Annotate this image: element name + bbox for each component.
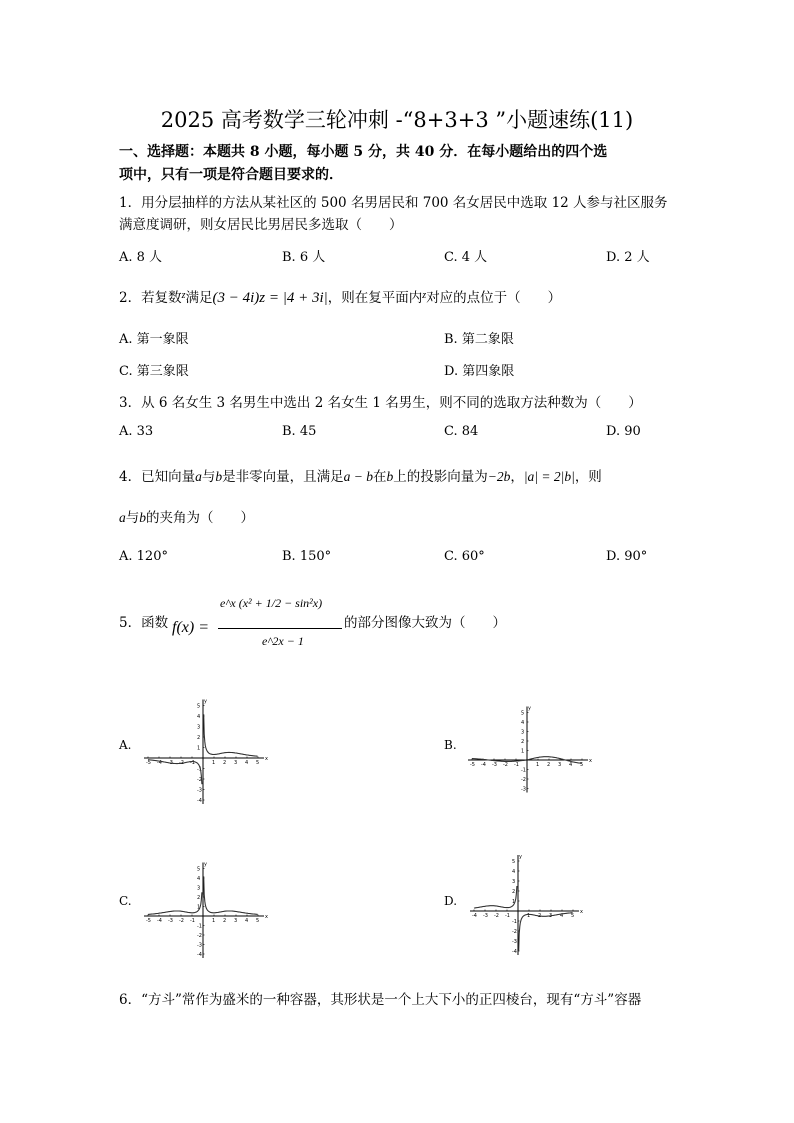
y-tick-label: 2 [197,895,201,901]
y-tick-label: -2 [197,933,202,939]
y-tick-label: -4 [197,952,202,958]
y-tick-label: 2 [521,739,525,745]
x-tick-label: -2 [503,762,508,768]
q5-post: 的部分图像大致为（ ） [344,615,506,631]
x-tick-label: 4 [560,913,564,919]
q4-on: 在 [372,469,387,485]
q4-option-c: C. 60° [444,549,485,564]
q2-option-d: D. 第四象限 [444,364,515,379]
y-tick-label: 5 [512,859,516,865]
q4-mid1: 是非零向量，且满足 [222,469,344,485]
x-tick-label: -5 [146,918,151,924]
y-tick-label: -2 [512,929,517,935]
q5-label-a: A. [119,738,132,752]
y-tick-label: -1 [197,923,202,930]
x-tick-label: 4 [569,762,573,768]
x-tick-label: -4 [157,760,162,766]
q2-post: 对应的点位于（ ） [426,290,562,306]
x-tick-label: 1 [527,913,531,919]
x-tick-label: 5 [571,913,575,919]
q3-option-c: C. 84 [444,424,479,439]
x-axis-label: x [580,909,583,915]
q2-equation: (3 − 4i)z = |4 + 3i| [212,290,328,306]
q4-vec-a-2: a [119,510,126,525]
y-axis-label: y [204,861,207,868]
x-tick-label: -4 [472,913,477,919]
q2-mid2: ，则在复平面内 [327,290,423,306]
q1-option-c: C. 4 人 [444,250,488,265]
y-tick-label: -4 [512,949,517,955]
q2-option-a: A. 第一象限 [119,332,189,347]
x-tick-label: -1 [190,760,195,766]
x-tick-label: -1 [190,918,195,924]
x-tick-label: -2 [179,760,184,766]
x-tick-label: 5 [580,762,584,768]
curve [474,886,573,951]
x-tick-label: 2 [538,913,542,919]
x-tick-label: 3 [234,918,238,924]
y-tick-label: 4 [521,720,525,726]
q4-option-b: B. 150° [282,549,332,564]
y-tick-label: 1 [197,904,201,911]
y-axis-label: y [204,698,207,705]
x-tick-label: -2 [494,913,499,919]
x-axis-label: x [265,914,268,920]
q2-mid1: 满足 [185,290,213,306]
q4-pre: 4．已知向量 [119,469,196,485]
y-tick-label: 2 [197,735,201,741]
q1-option-d: D. 2 人 [606,250,650,265]
q4-condition: |a| = 2|b| [523,469,575,484]
y-tick-label: 4 [197,876,201,882]
y-tick-label: -3 [521,786,526,793]
q3-option-b: B. 45 [282,424,317,439]
q4-vec-b-3: b [139,510,146,525]
y-tick-label: 3 [512,879,516,885]
x-tick-label: 3 [549,913,553,919]
q4-option-d: D. 90° [606,549,648,564]
y-tick-label: 3 [197,885,201,892]
q4-vec-b-2: b [386,469,394,484]
y-tick-label: 1 [512,899,516,905]
q1-line1: 1．用分层抽样的方法从某社区的 500 名男居民和 700 名女居民中选取 12 人参与社区服务 [119,195,668,211]
y-tick-label: 3 [197,724,201,731]
q5-fx: f(x) = [172,619,209,636]
y-tick-label: 1 [197,745,201,752]
graph-c [140,832,270,967]
y-tick-label: -4 [197,798,202,804]
q5-denominator: e^2x − 1 [262,634,304,648]
y-tick-label: -2 [521,777,526,783]
x-tick-label: -4 [157,918,162,924]
q4-and-2: 与 [125,510,140,526]
x-tick-label: -3 [168,760,173,766]
graph-a [140,676,270,811]
q4-vec-b: b [215,469,223,484]
q4-and: 与 [201,469,216,485]
x-tick-label: 5 [256,918,260,924]
q5-numerator: e^x (x² + 1/2 − sin²x) [220,596,323,610]
x-tick-label: -1 [514,762,519,768]
x-tick-label: -2 [179,918,184,924]
q4-line2-text: 的夹角为（ ） [146,510,254,526]
x-tick-label: 2 [547,762,551,768]
x-tick-label: 3 [234,760,238,766]
q5-label-c: C. [119,894,132,908]
x-tick-label: 3 [558,762,562,768]
q4-mid2: 上的投影向量为 [393,469,488,485]
x-axis-label: x [589,758,592,764]
q1-option-b: B. 6 人 [282,250,326,265]
q4-vec-a: a [195,469,202,484]
q1-option-a: A. 8 人 [119,250,163,265]
x-tick-label: 2 [223,760,227,766]
graph-d [464,832,594,967]
q5-label-b: B. [444,738,457,752]
x-tick-label: 1 [536,762,540,768]
y-tick-label: 3 [521,729,525,736]
y-tick-label: -2 [197,777,202,783]
x-tick-label: 4 [245,918,249,924]
y-tick-label: 4 [197,714,201,720]
q5-label-d: D. [444,894,458,908]
section-heading-line2: 项中，只有一项是符合题目要求的． [119,167,343,183]
q5-pre: 5．函数 [119,615,169,631]
x-tick-label: -3 [168,918,173,924]
q5-fraction-bar [218,628,342,629]
x-tick-label: -3 [492,762,497,768]
q3-stem: 3．从 6 名女生 3 名男生中选出 2 名女生 1 名男生，则不同的选取方法种数为（ ） [119,395,642,411]
x-tick-label: 1 [212,760,216,766]
x-tick-label: -5 [146,760,151,766]
q1-line2: 满意度调研，则女居民比男居民多选取（ ） [119,217,403,233]
q4-a-minus-b: a − b [343,469,373,484]
y-tick-label: -1 [512,919,517,925]
y-tick-label: -3 [197,942,202,949]
x-tick-label: 2 [223,918,227,924]
y-tick-label: -3 [197,787,202,794]
x-tick-label: -3 [483,913,488,919]
q3-option-d: D. 90 [606,424,641,439]
y-tick-label: -1 [521,767,526,774]
x-tick-label: -1 [505,913,510,919]
graph-b [464,676,594,811]
y-tick-label: -1 [197,766,202,773]
y-tick-label: 5 [197,866,201,873]
q2-option-b: B. 第二象限 [444,332,514,347]
page-title: 2025 高考数学三轮冲刺 -“8+3+3 ”小题速练(11) [160,108,634,132]
q6-stem: 6．“方斗”常作为盛米的一种容器，其形状是一个上大下小的正四棱台，现有“方斗”容器 [119,992,642,1008]
q4-then: ，则 [574,469,602,485]
q2-var-z-2: z [422,290,427,301]
q3-option-a: A. 33 [119,424,154,439]
y-tick-label: 5 [197,703,201,710]
y-tick-label: -3 [512,939,517,945]
y-tick-label: 4 [512,869,516,875]
x-tick-label: -5 [470,762,475,768]
q2-stem [119,286,561,307]
q4-projection: −2b [487,469,511,484]
q2-var-z: z [181,290,186,301]
y-axis-label: y [519,854,522,860]
q4-line2 [119,506,254,526]
y-axis-label: y [528,705,531,712]
y-tick-label: 1 [521,748,525,755]
x-tick-label: -4 [481,762,486,768]
y-tick-label: 2 [512,889,516,895]
x-tick-label: 1 [212,918,216,924]
x-axis-label: x [265,756,268,762]
q4-option-a: A. 120° [119,549,168,564]
q2-option-c: C. 第三象限 [119,364,189,379]
x-tick-label: 4 [245,760,249,766]
q2-pre: 2．若复数 [119,290,182,306]
y-tick-label: 5 [521,710,525,717]
q4-stem: 4．已知向量a与b是非零向量，且满足a − b在b上的投影向量为−2b，|a| = 2|b|，则 [119,469,602,485]
x-tick-label: 5 [256,760,260,766]
section-heading-line1: 一、选择题：本题共 8 小题，每小题 5 分，共 40 分．在每小题给出的四个选 [119,144,608,160]
